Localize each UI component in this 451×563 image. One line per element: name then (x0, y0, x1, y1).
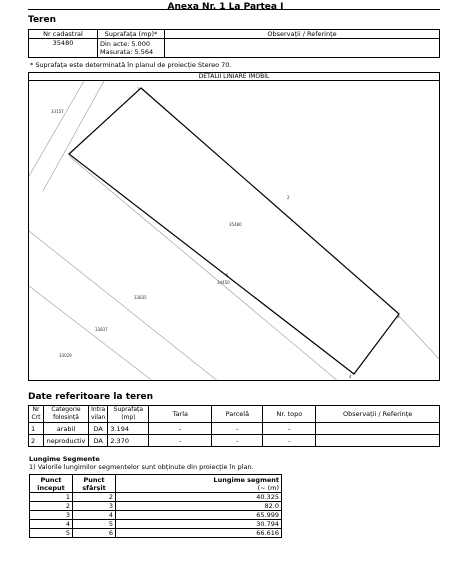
masurata: Masurata: 5.564 (100, 48, 154, 56)
nr-cadastral-value: 35480 (29, 39, 98, 58)
cell-end: 2 (73, 493, 116, 502)
header-tarla: Tarla (149, 406, 212, 423)
segmente-table (29, 474, 282, 538)
teren-heading: Teren (28, 15, 56, 25)
cell-length: 82.0 (116, 502, 282, 511)
date-ref-heading: Date referitoare la teren (28, 392, 154, 402)
observatii-value (165, 39, 440, 58)
header-intravilan: Intra vilan (89, 406, 108, 423)
table-row (30, 511, 282, 520)
cell-tarla: - (149, 435, 212, 447)
cell-start: 4 (30, 520, 73, 529)
document-title: Anexa Nr. 1 La Partea I (167, 2, 284, 12)
cell-categorie: arabil (44, 423, 89, 435)
label-33157: 33157 (51, 109, 64, 114)
header-nr-cadastral: Nr cadastral (29, 30, 98, 39)
cell-tarla: - (149, 423, 212, 435)
header-punct-inceput: Punct început (30, 475, 73, 493)
cell-parcela: - (212, 423, 263, 435)
neighbor-boundary-6 (399, 316, 440, 361)
cadastral-plan (28, 80, 440, 381)
cell-length: 65.999 (116, 511, 282, 520)
table-row (30, 502, 282, 511)
cell-categorie: neproductiv (44, 435, 89, 447)
label-33029: 33029 (59, 353, 72, 358)
cell-parcela: - (212, 435, 263, 447)
neighbor-boundary-3 (69, 156, 339, 381)
cell-intravilan: DA (89, 423, 108, 435)
cell-nr: 1 (29, 423, 44, 435)
cell-suprafata: 2.370 (108, 435, 149, 447)
cell-length: 66.616 (116, 529, 282, 538)
table-row (29, 423, 440, 435)
cell-start: 3 (30, 511, 73, 520)
segmente-note: 1) Valorile lungimilor segmentelor sunt obținute din proiecție în plan. (29, 463, 254, 471)
header-lungime-label: Lungime segment (213, 475, 279, 484)
neighbor-boundary-4 (29, 231, 219, 381)
vertex-1: 1 (137, 87, 140, 92)
cell-nr-topo: - (263, 423, 316, 435)
cell-length: 40.325 (116, 493, 282, 502)
header-observatii-ref: Observații / Referințe (316, 406, 440, 423)
label-34450: 34450 (217, 280, 230, 285)
cell-suprafata: 3.194 (108, 423, 149, 435)
cell-nr: 2 (29, 435, 44, 447)
cell-end: 3 (73, 502, 116, 511)
cell-observatii (316, 435, 440, 447)
segmente-heading: Lungime Segmente (29, 455, 100, 463)
teren-note: * Suprafața este determinată în planul de proiecție Stereo 70. (30, 61, 232, 69)
vertex-3: 3 (397, 314, 400, 319)
cell-nr-topo: - (263, 435, 316, 447)
vertex-5: 5 (226, 273, 229, 278)
plan-drawing (29, 81, 440, 381)
table-row (30, 493, 282, 502)
cell-start: 5 (30, 529, 73, 538)
vertex-4: 4 (349, 374, 352, 379)
header-punct-sfarsit: Punct sfârșit (73, 475, 116, 493)
cell-observatii (316, 423, 440, 435)
header-parcela: Parcelă (212, 406, 263, 423)
cell-length: 30.794 (116, 520, 282, 529)
header-observatii: Observații / Referințe (165, 30, 440, 39)
header-nr-topo: Nr. topo (263, 406, 316, 423)
din-acte: Din acte: 5.000 (100, 40, 150, 48)
label-33837: 33837 (95, 327, 108, 332)
header-lungime-unit: (~ (m) (257, 483, 279, 492)
cell-intravilan: DA (89, 435, 108, 447)
vertex-2: 2 (287, 195, 290, 200)
cell-end: 6 (73, 529, 116, 538)
header-suprafata: Suprafața (mp)* (98, 30, 165, 39)
label-33835: 33835 (134, 295, 147, 300)
cell-start: 2 (30, 502, 73, 511)
header-categorie: Categorie folosință (44, 406, 89, 423)
header-suprafata-mp: Suprafața (mp) (108, 406, 149, 423)
teren-table (28, 29, 440, 58)
cell-end: 5 (73, 520, 116, 529)
suprafata-values (98, 39, 165, 58)
table-row (30, 520, 282, 529)
label-35480: 35480 (229, 222, 242, 227)
plan-header: DETALII LINIARE IMOBIL (28, 72, 440, 80)
neighbor-boundary-5 (29, 286, 154, 381)
cell-end: 4 (73, 511, 116, 520)
parcel-polygon (69, 88, 399, 374)
top-rule (28, 9, 440, 10)
header-nr-crt: Nr Crt (29, 406, 44, 423)
header-lungime (116, 475, 282, 493)
table-row (29, 435, 440, 447)
date-ref-table (28, 405, 440, 447)
cell-start: 1 (30, 493, 73, 502)
table-row (30, 529, 282, 538)
